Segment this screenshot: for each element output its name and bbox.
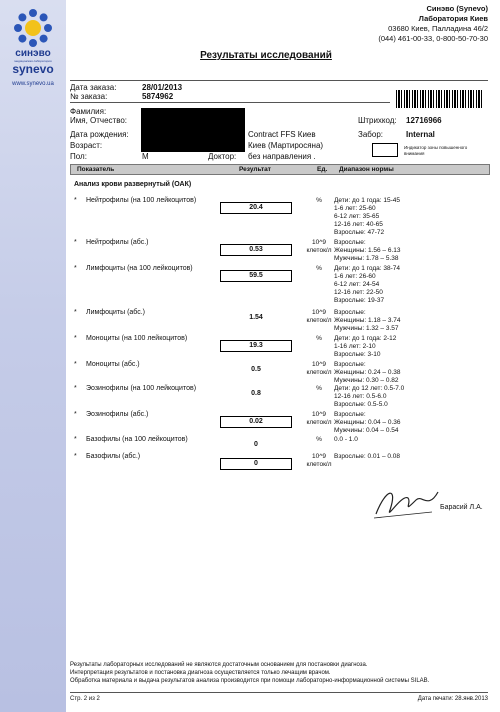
indicator-note: Индикатор зоны повышенного внимания — [404, 145, 468, 156]
reference-range: Взрослые: Женщины: 0.04 – 0.36 Мужчины: 0.04 – 0.54 — [334, 411, 401, 434]
order-date: 28/01/2013 — [142, 83, 183, 92]
order-date-label: Дата заказа: — [70, 83, 117, 92]
result-name: Нейтрофилы (на 100 лейкоцитов) — [86, 197, 197, 204]
col-param: Показатель — [77, 166, 115, 173]
divider — [70, 80, 488, 81]
brand-lat: synevo — [12, 62, 54, 76]
flower-icon — [13, 8, 53, 48]
result-name: Базофилы (абс.) — [86, 453, 141, 460]
reference-range: Взрослые: Женщины: 0.24 – 0.38 Мужчины: 0.30 – 0.82 — [334, 361, 401, 384]
result-unit: % — [316, 335, 322, 342]
col-unit: Ед. — [317, 166, 328, 173]
result-value: 20.4 — [220, 202, 292, 214]
signature-mark — [372, 484, 442, 524]
row-marker: * — [74, 411, 77, 418]
reference-range: Взрослые: Женщины: 1.56 – 6.13 Мужчины: 1.78 – 5.38 — [334, 239, 401, 262]
sidebar — [0, 0, 66, 712]
result-value: 0 — [254, 441, 258, 448]
footer-note-2: Интерпретация результатов и постановка диагноза осуществляется только лечащим врачом. — [70, 670, 331, 676]
sex-label: Пол: — [70, 152, 87, 161]
redacted-name — [141, 108, 245, 152]
barcode-image — [396, 90, 484, 108]
result-unit: 10^9 клеток/л — [306, 309, 332, 324]
col-result: Результат — [239, 166, 271, 173]
reference-range: 0.0 - 1.0 — [334, 436, 358, 443]
name-label: Имя, Отчество: — [70, 116, 128, 125]
result-unit: 10^9 клеток/л — [306, 239, 332, 254]
reference-range: Дети: до 1 года: 2-12 1-16 лет: 2-10 Взрослые: 3-10 — [334, 335, 397, 358]
order-no-label: № заказа: — [70, 92, 108, 101]
synevo-logo — [6, 8, 60, 87]
reference-range: Взрослые: Женщины: 1.18 – 3.74 Мужчины: 1.32 – 3.57 — [334, 309, 401, 332]
brand-ru: синэво — [15, 48, 51, 59]
col-range: Диапазон нормы — [339, 166, 394, 173]
result-name: Эозинофилы (на 100 лейкоцитов) — [86, 385, 197, 392]
signer-name: Барасий Л.А. — [440, 504, 483, 511]
age-label: Возраст: — [70, 141, 103, 150]
dob-label: Дата рождения: — [70, 130, 129, 139]
result-name: Базофилы (на 100 лейкоцитов) — [86, 436, 188, 443]
barcode-number: 12716966 — [406, 116, 442, 125]
document — [66, 0, 500, 712]
collection-value: Internal — [406, 130, 435, 139]
result-name: Лимфоциты (абс.) — [86, 309, 146, 316]
footer-note-3: Обработка материала и выдача результатов анализа производится при помощи лабораторно-информационной системы SILAB. — [70, 678, 430, 684]
result-value: 0 — [220, 458, 292, 470]
result-unit: 10^9 клеток/л — [306, 361, 332, 376]
doctor-value: без направления . — [248, 152, 316, 161]
doctor-label: Доктор: — [208, 152, 237, 161]
divider — [70, 102, 390, 103]
row-marker: * — [74, 385, 77, 392]
reference-range: Взрослые: 0.01 – 0.08 — [334, 453, 401, 460]
table-header — [70, 164, 490, 175]
surname-label: Фамилия: — [70, 107, 107, 116]
row-marker: * — [74, 436, 77, 443]
result-unit: % — [316, 265, 322, 272]
row-marker: * — [74, 335, 77, 342]
result-unit: % — [316, 385, 322, 392]
collection-label: Забор: — [358, 130, 383, 139]
result-unit: 10^9 клеток/л — [306, 453, 332, 468]
header-block — [378, 4, 488, 44]
result-name: Моноциты (на 100 лейкоцитов) — [86, 335, 188, 342]
footer-note-1: Результаты лабораторных исследований не являются достаточным основанием для постановки диагноза. — [70, 662, 368, 668]
result-value: 0.02 — [220, 416, 292, 428]
website-link[interactable]: www.synevo.ua — [12, 81, 54, 87]
row-marker: * — [74, 453, 77, 460]
row-marker: * — [74, 361, 77, 368]
signature — [372, 484, 442, 529]
result-value: 0.53 — [220, 244, 292, 256]
reference-range: Дети: до 1 года: 38-74 1-6 лет: 26-60 6-12 лет: 24-54 12-16 лет: 22-50 Взрослые: 19-37 — [334, 265, 400, 304]
page-number: Стр. 2 из 2 — [70, 696, 100, 702]
indicator-box — [372, 143, 398, 157]
contract: Contract FFS Киев — [248, 130, 316, 139]
result-unit: 10^9 клеток/л — [306, 411, 332, 426]
company-name: Синэво (Synevo) — [426, 4, 488, 13]
sex-value: М — [142, 152, 149, 161]
result-unit: % — [316, 197, 322, 204]
lab-address: 03680 Киев, Палладина 46/2 — [388, 24, 488, 33]
section-title: Анализ крови развернутый (ОАК) — [74, 181, 192, 188]
row-marker: * — [74, 239, 77, 246]
result-value: 19.3 — [220, 340, 292, 352]
page-title: Результаты исследований — [200, 50, 332, 61]
result-value: 59.5 — [220, 270, 292, 282]
brand-tagline: медицинская лаборатория — [14, 59, 52, 63]
lab-phones: (044) 461-00-33, 0-800-50-70-30 — [378, 34, 488, 43]
result-value: 1.54 — [249, 314, 263, 321]
barcode-label: Штрихкод: — [358, 116, 397, 125]
result-unit: % — [316, 436, 322, 443]
order-no: 5874962 — [142, 92, 174, 101]
divider — [70, 692, 488, 693]
reference-range: Дети: до 12 лет: 0.5-7.0 12-16 лет: 0.5-6.0 Взрослые: 0.5-5.0 — [334, 385, 405, 408]
branch: Киев (Мартиросяна) — [248, 141, 324, 150]
result-name: Моноциты (абс.) — [86, 361, 140, 368]
row-marker: * — [74, 197, 77, 204]
lab-name: Лаборатория Киев — [418, 14, 488, 23]
row-marker: * — [74, 265, 77, 272]
result-value: 0.5 — [251, 366, 261, 373]
result-name: Нейтрофилы (абс.) — [86, 239, 149, 246]
row-marker: * — [74, 309, 77, 316]
result-value: 0.8 — [251, 390, 261, 397]
result-name: Лимфоциты (на 100 лейкоцитов) — [86, 265, 193, 272]
reference-range: Дети: до 1 года: 15-45 1-6 лет: 25-60 6-12 лет: 35-65 12-16 лет: 40-65 Взрослые: 47-72 — [334, 197, 400, 236]
result-name: Эозинофилы (абс.) — [86, 411, 149, 418]
print-date: Дата печати: 28.янв.2013 — [417, 696, 488, 702]
